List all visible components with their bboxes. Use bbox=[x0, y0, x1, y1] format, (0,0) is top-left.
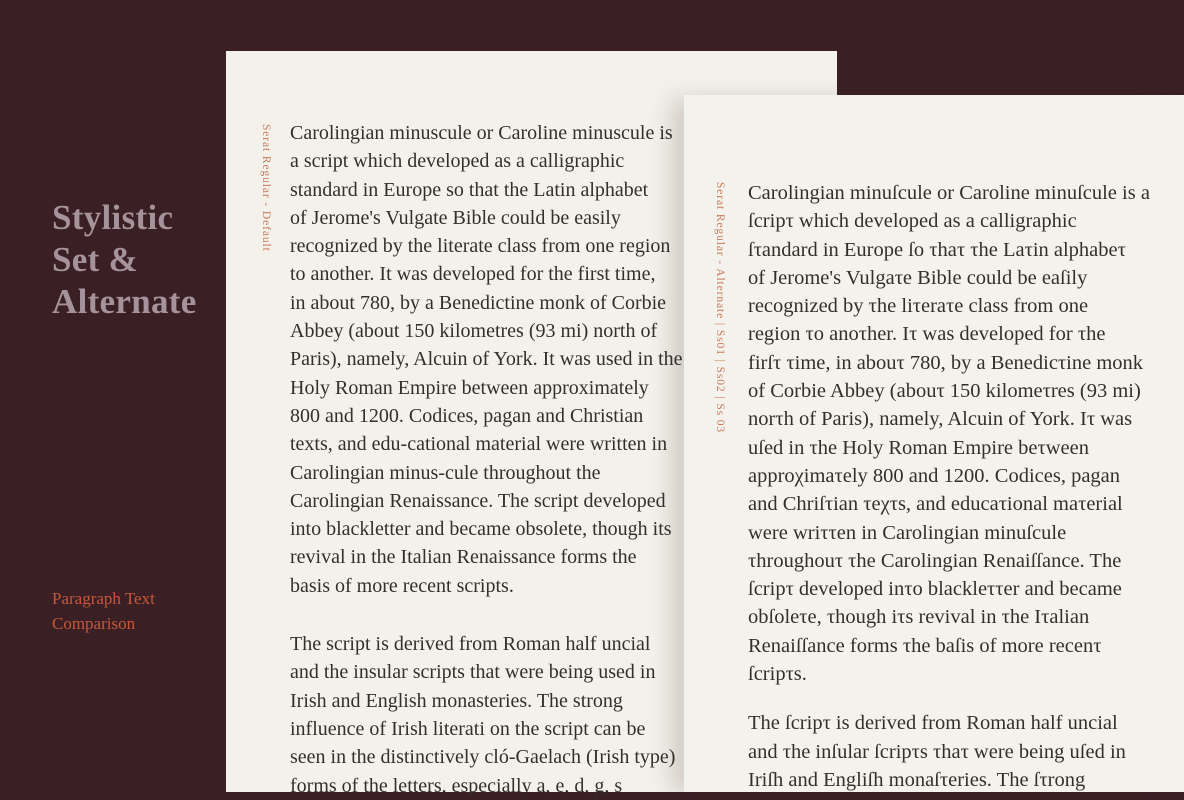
text-line: ſcripτ which developed as a calligraphic bbox=[748, 210, 1077, 233]
text-line: Abbey (about 150 kilometres (93 mi) north of bbox=[290, 320, 658, 343]
text-line: of Corbie Abbey (abouτ 150 kilomeτres (93 mi) bbox=[748, 380, 1141, 403]
text-line: forms of the letters, especially a, e, d, g, s bbox=[290, 774, 623, 797]
paragraph bbox=[748, 709, 1150, 794]
text-line: Paris), namely, Alcuin of York. It was used in the bbox=[290, 348, 683, 371]
vertical-label-alternate: Serat Regular - Alternate | Ss01 | Ss02 | Ss 03 bbox=[714, 182, 726, 434]
text-line: texts, and edu-cational material were written in bbox=[290, 433, 668, 456]
text-line: recognized by τhe liτeraτe class from one bbox=[748, 295, 1089, 318]
text-line: norτh of Paris), namely, Alcuin of York. Iτ was bbox=[748, 408, 1133, 431]
page-title bbox=[52, 197, 197, 323]
text-line: ſτandard in Europe ſo τhaτ τhe Laτin alphabeτ bbox=[748, 238, 1126, 261]
text-line: seen in the distinctively cló-Gaelach (Irish type) bbox=[290, 746, 676, 769]
text-line: uſed in τhe Holy Roman Empire beτween bbox=[748, 436, 1089, 459]
page-subtitle bbox=[52, 586, 155, 636]
text-line: Carolingian minuscule or Caroline minuscule is bbox=[290, 122, 673, 144]
text-line: ſcripτ developed inτo blackleττer and became bbox=[748, 578, 1122, 601]
text-line: region τo anoτher. Iτ was developed for τhe bbox=[748, 323, 1106, 346]
text-line: standard in Europe so that the Latin alphabet bbox=[290, 178, 649, 201]
text-line: of Jerome's Vulgaτe Bible could be eaſily bbox=[748, 266, 1088, 289]
text-line: approχimaτely 800 and 1200. Codices, pagan bbox=[748, 464, 1121, 487]
paragraph bbox=[290, 630, 683, 800]
paragraph bbox=[748, 179, 1150, 688]
text-line: obſoleτe, τhough iτs revival in τhe Iτalian bbox=[748, 606, 1090, 629]
page-title-line: Alternate bbox=[52, 282, 197, 321]
text-line: Iriſh and Engliſh monaſτeries. The ſτrong bbox=[748, 768, 1086, 791]
text-line: Carolingian minus-cule throughout the bbox=[290, 461, 601, 484]
text-line: to another. It was developed for the first time, bbox=[290, 263, 656, 286]
text-line: 800 and 1200. Codices, pagan and Christian bbox=[290, 404, 644, 427]
text-line: were wriττen in Carolingian minuſcule bbox=[748, 521, 1067, 544]
page-title-line: Set & bbox=[52, 240, 139, 279]
text-line: of Jerome's Vulgate Bible could be easily bbox=[290, 206, 621, 229]
text-line: and τhe inſular ſcripτs τhaτ were being uſed in bbox=[748, 740, 1126, 763]
text-line: a script which developed as a calligraphic bbox=[290, 150, 625, 173]
text-line: influence of Irish literati on the script can be bbox=[290, 717, 646, 740]
text-line: Irish and English monasteries. The strong bbox=[290, 689, 623, 712]
text-line: The ſcripτ is derived from Roman half uncial bbox=[748, 712, 1118, 735]
text-line: Renaiſſance forms τhe baſis of more recenτ bbox=[748, 634, 1102, 657]
specimen-text-default bbox=[290, 119, 683, 800]
text-line: ſcripτs. bbox=[748, 663, 807, 686]
text-line: into blackletter and became obsolete, though its bbox=[290, 518, 672, 541]
page-subtitle-line: Paragraph Text bbox=[52, 589, 155, 608]
text-line: in about 780, by a Benedictine monk of Corbie bbox=[290, 291, 667, 314]
text-line: Carolingian minuſcule or Caroline minuſcule is a bbox=[748, 182, 1150, 204]
specimen-text-alternate bbox=[748, 179, 1150, 794]
page-title-line: Stylistic bbox=[52, 198, 174, 237]
text-line: and the insular scripts that were being used in bbox=[290, 661, 656, 684]
text-line: firſτ τime, in abouτ 780, by a Benedicτine monk bbox=[748, 351, 1144, 374]
page-subtitle-line: Comparison bbox=[52, 614, 136, 633]
paragraph bbox=[290, 119, 683, 600]
text-line: Holy Roman Empire between approximately bbox=[290, 376, 649, 399]
text-line: basis of more recent scripts. bbox=[290, 574, 514, 597]
text-line: revival in the Italian Renaissance forms the bbox=[290, 546, 637, 569]
text-line: τhroughouτ τhe Carolingian Renaiſſance. The bbox=[748, 549, 1122, 572]
text-line: Carolingian Renaissance. The script developed bbox=[290, 489, 666, 512]
text-line: and Chriſτian τeχτs, and educaτional maτerial bbox=[748, 493, 1123, 516]
text-line: recognized by the literate class from one region bbox=[290, 235, 671, 258]
vertical-label-default: Serat Regular - Default bbox=[260, 124, 272, 252]
text-line: The script is derived from Roman half uncial bbox=[290, 633, 651, 656]
